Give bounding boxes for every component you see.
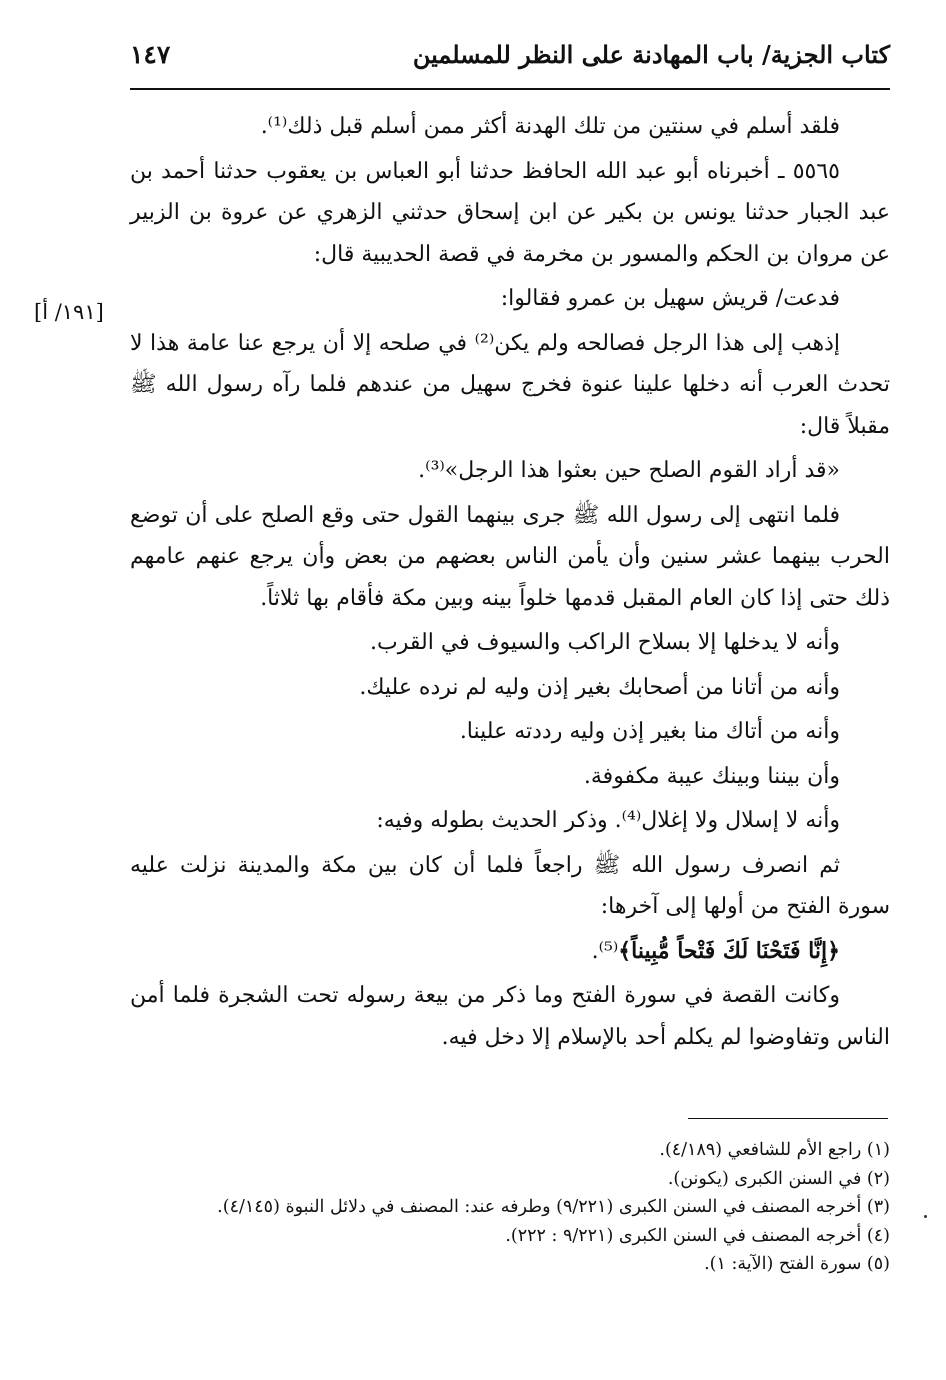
treaty-clause: وأنه من أتانا من أصحابك بغير إذن وليه لم نرده عليك. (359, 674, 840, 700)
paragraph: إذهب إلى هذا الرجل فصالحه ولم يكن⁽²⁾ في صلحه إلا أن يرجع عنا عامة هذا لا تحدث العرب أنه دخلها علينا عنوة فخرج سهيل من عندهم فلما رآه رسول الله ﷺ مقبلاً قال: (130, 330, 890, 439)
paragraph: فدعت/ قريش سهيل بن عمرو فقالوا: (500, 286, 840, 311)
paragraph: وكانت القصة في سورة الفتح وما ذكر من بيعة رسوله تحت الشجرة فلما أمن الناس وتفاوضوا لم يكلم أحد بالإسلام إلا دخل فيه. (130, 983, 890, 1050)
paragraph: فلما انتهى إلى رسول الله ﷺ جرى بينهما القول حتى وقع الصلح على أن توضع الحرب بينهما عشر سنين وأن يأمن الناس بعضهم من بعض وأن يرجع عنهم عامهم ذلك حتى إذا كان العام المقبل قدمها خلواً بينه وبين مكة فأقام بها ثلاثاً. (130, 502, 890, 611)
main-text (130, 106, 890, 1058)
hadith-isnad-paragraph: ٥٥٦٥ ـ أخبرناه أبو عبد الله الحافظ حدثنا أبو العباس بن يعقوب حدثنا أحمد بن عبد الجبار حدثنا يونس بن بكير عن ابن إسحاق حدثني الزهري عن عروة بن الزبير عن مروان بن الحكم والمسور بن مخرمة في قصة الحديبية قال: (130, 158, 890, 267)
running-header-title: كتاب الجزية/ باب المهادنة على النظر للمسلمين (412, 40, 890, 69)
page-number: ١٤٧ (130, 40, 171, 69)
header-divider (130, 88, 890, 90)
treaty-clause: وأنه لا إسلال ولا إغلال⁽⁴⁾. وذكر الحديث بطوله وفيه: (376, 808, 840, 833)
paragraph: فلقد أسلم في سنتين من تلك الهدنة أكثر ممن أسلم قبل ذلك⁽¹⁾. (260, 114, 840, 139)
footnote: (٣) أخرجه المصنف في السنن الكبرى (٩/٢٢١) وطرفه عند: المصنف في دلائل النبوة (٤/١٤٥). (217, 1197, 890, 1217)
footnote: (٤) أخرجه المصنف في السنن الكبرى (٩/٢٢١ : ٢٢٢). (505, 1225, 890, 1246)
scan-speck (924, 1215, 927, 1218)
footnote: (٢) في السنن الكبرى (يكونن). (667, 1168, 890, 1189)
footnote-divider (688, 1118, 888, 1119)
footnote: (١) راجع الأم للشافعي (٤/١٨٩). (659, 1140, 890, 1160)
treaty-clause: وأنه من أتاك منا بغير إذن وليه رددته علينا. (459, 719, 840, 744)
treaty-clause: وأنه لا يدخلها إلا بسلاح الراكب والسيوف في القرب. (370, 630, 840, 655)
footnote: (٥) سورة الفتح (الآية: ١). (704, 1254, 890, 1274)
manuscript-folio-marker: [١٩١/ أ] (34, 300, 104, 324)
quran-verse-line (130, 931, 890, 973)
footnote-ref: ⁽⁵⁾. (591, 938, 619, 964)
paragraph: ثم انصرف رسول الله ﷺ راجعاً فلما أن كان بين مكة والمدينة نزلت عليه سورة الفتح من أولها إلى آخرها: (130, 852, 890, 919)
quran-verse: ﴿إِنَّا فَتَحْنَا لَكَ فَتْحاً مُّبِيناً﴾ (618, 937, 840, 964)
footnotes (130, 1136, 890, 1279)
running-header (130, 40, 890, 82)
treaty-clause: وأن بيننا وبينك عيبة مكفوفة. (583, 763, 840, 789)
quoted-saying: «قد أراد القوم الصلح حين بعثوا هذا الرجل»⁽³⁾. (418, 458, 840, 483)
